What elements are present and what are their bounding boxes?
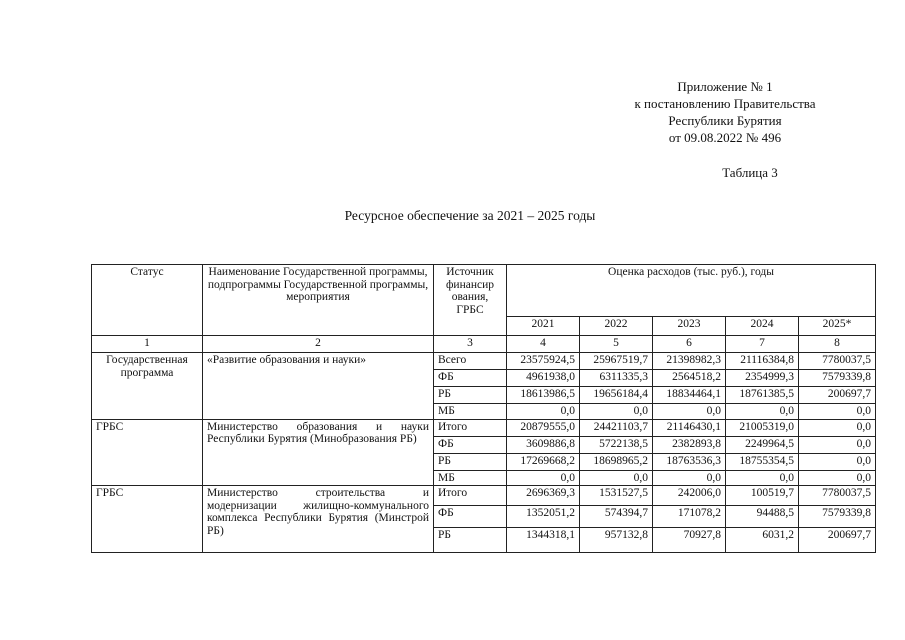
source-cell: МБ <box>434 470 507 486</box>
header-name: Наименование Государственной программы, подпрограммы Государственной программы, мероприятия <box>203 265 434 336</box>
column-number: 7 <box>726 336 799 353</box>
value-cell: 5722138,5 <box>580 436 653 453</box>
source-cell: ФБ <box>434 370 507 387</box>
value-cell: 4961938,0 <box>507 370 580 387</box>
value-cell: 242006,0 <box>653 486 726 506</box>
value-cell: 70927,8 <box>653 528 726 553</box>
header-row <box>92 265 876 317</box>
value-cell: 957132,8 <box>580 528 653 553</box>
value-cell: 0,0 <box>507 404 580 420</box>
value-cell: 1344318,1 <box>507 528 580 553</box>
source-cell: Всего <box>434 353 507 370</box>
header-status: Статус <box>92 265 203 336</box>
value-cell: 200697,7 <box>799 528 876 553</box>
value-cell: 100519,7 <box>726 486 799 506</box>
value-cell: 18761385,5 <box>726 387 799 404</box>
column-number: 5 <box>580 336 653 353</box>
appendix-line-2: к постановлению Правительства <box>634 96 816 111</box>
value-cell: 0,0 <box>653 404 726 420</box>
header-year: 2025* <box>799 317 876 336</box>
column-number: 8 <box>799 336 876 353</box>
column-number: 1 <box>92 336 203 353</box>
value-cell: 7780037,5 <box>799 486 876 506</box>
value-cell: 18613986,5 <box>507 387 580 404</box>
value-cell: 0,0 <box>799 470 876 486</box>
value-cell: 2382893,8 <box>653 436 726 453</box>
appendix-line-1: Приложение № 1 <box>677 79 773 94</box>
table-row <box>92 419 876 436</box>
value-cell: 21005319,0 <box>726 419 799 436</box>
value-cell: 18698965,2 <box>580 453 653 470</box>
header-year: 2023 <box>653 317 726 336</box>
name-cell: Министерство строительства и модернизации жилищно-коммунального комплекса Республики Бурятия (Минстрой РБ) <box>203 486 434 553</box>
source-cell: РБ <box>434 528 507 553</box>
value-cell: 7579339,8 <box>799 506 876 528</box>
source-cell: ФБ <box>434 436 507 453</box>
value-cell: 171078,2 <box>653 506 726 528</box>
source-cell: МБ <box>434 404 507 420</box>
value-cell: 0,0 <box>799 404 876 420</box>
header-estimate: Оценка расходов (тыс. руб.), годы <box>507 265 876 317</box>
value-cell: 0,0 <box>726 470 799 486</box>
value-cell: 0,0 <box>726 404 799 420</box>
value-cell: 7579339,8 <box>799 370 876 387</box>
value-cell: 25967519,7 <box>580 353 653 370</box>
source-cell: РБ <box>434 387 507 404</box>
value-cell: 19656184,4 <box>580 387 653 404</box>
value-cell: 21398982,3 <box>653 353 726 370</box>
value-cell: 94488,5 <box>726 506 799 528</box>
name-cell: Министерство образования и науки Республики Бурятия (Минобразования РБ) <box>203 419 434 486</box>
table-label: Таблица 3 <box>722 165 778 180</box>
table-row <box>92 353 876 370</box>
value-cell: 0,0 <box>799 453 876 470</box>
status-cell: ГРБС <box>92 419 203 486</box>
value-cell: 6311335,3 <box>580 370 653 387</box>
value-cell: 0,0 <box>799 419 876 436</box>
source-cell: ФБ <box>434 506 507 528</box>
table-row <box>92 486 876 506</box>
appendix-line-4: от 09.08.2022 № 496 <box>668 130 782 145</box>
value-cell: 3609886,8 <box>507 436 580 453</box>
value-cell: 0,0 <box>653 470 726 486</box>
value-cell: 18834464,1 <box>653 387 726 404</box>
header-year: 2021 <box>507 317 580 336</box>
header-year: 2022 <box>580 317 653 336</box>
value-cell: 2564518,2 <box>653 370 726 387</box>
column-number: 3 <box>434 336 507 353</box>
value-cell: 2354999,3 <box>726 370 799 387</box>
document-title: Ресурсное обеспечение за 2021 – 2025 годы <box>344 208 596 223</box>
source-cell: РБ <box>434 453 507 470</box>
value-cell: 0,0 <box>507 470 580 486</box>
value-cell: 21146430,1 <box>653 419 726 436</box>
value-cell: 24421103,7 <box>580 419 653 436</box>
value-cell: 2696369,3 <box>507 486 580 506</box>
appendix-line-3: Республики Бурятия <box>668 113 782 128</box>
status-cell: Государственная программа <box>92 353 203 420</box>
name-cell: «Развитие образования и науки» <box>203 353 434 420</box>
resource-table <box>91 264 876 553</box>
value-cell: 2249964,5 <box>726 436 799 453</box>
value-cell: 6031,2 <box>726 528 799 553</box>
source-cell: Итого <box>434 486 507 506</box>
value-cell: 574394,7 <box>580 506 653 528</box>
value-cell: 18763536,3 <box>653 453 726 470</box>
value-cell: 20879555,0 <box>507 419 580 436</box>
value-cell: 21116384,8 <box>726 353 799 370</box>
value-cell: 0,0 <box>799 436 876 453</box>
status-cell: ГРБС <box>92 486 203 553</box>
value-cell: 23575924,5 <box>507 353 580 370</box>
value-cell: 1352051,2 <box>507 506 580 528</box>
value-cell: 7780037,5 <box>799 353 876 370</box>
value-cell: 17269668,2 <box>507 453 580 470</box>
appendix-block <box>560 78 890 146</box>
column-number: 6 <box>653 336 726 353</box>
value-cell: 1531527,5 <box>580 486 653 506</box>
value-cell: 0,0 <box>580 470 653 486</box>
value-cell: 18755354,5 <box>726 453 799 470</box>
column-number: 2 <box>203 336 434 353</box>
value-cell: 0,0 <box>580 404 653 420</box>
value-cell: 200697,7 <box>799 387 876 404</box>
header-year: 2024 <box>726 317 799 336</box>
column-numbers-row <box>92 336 876 353</box>
column-number: 4 <box>507 336 580 353</box>
source-cell: Итого <box>434 419 507 436</box>
header-source: Источник финансир ования, ГРБС <box>434 265 507 336</box>
